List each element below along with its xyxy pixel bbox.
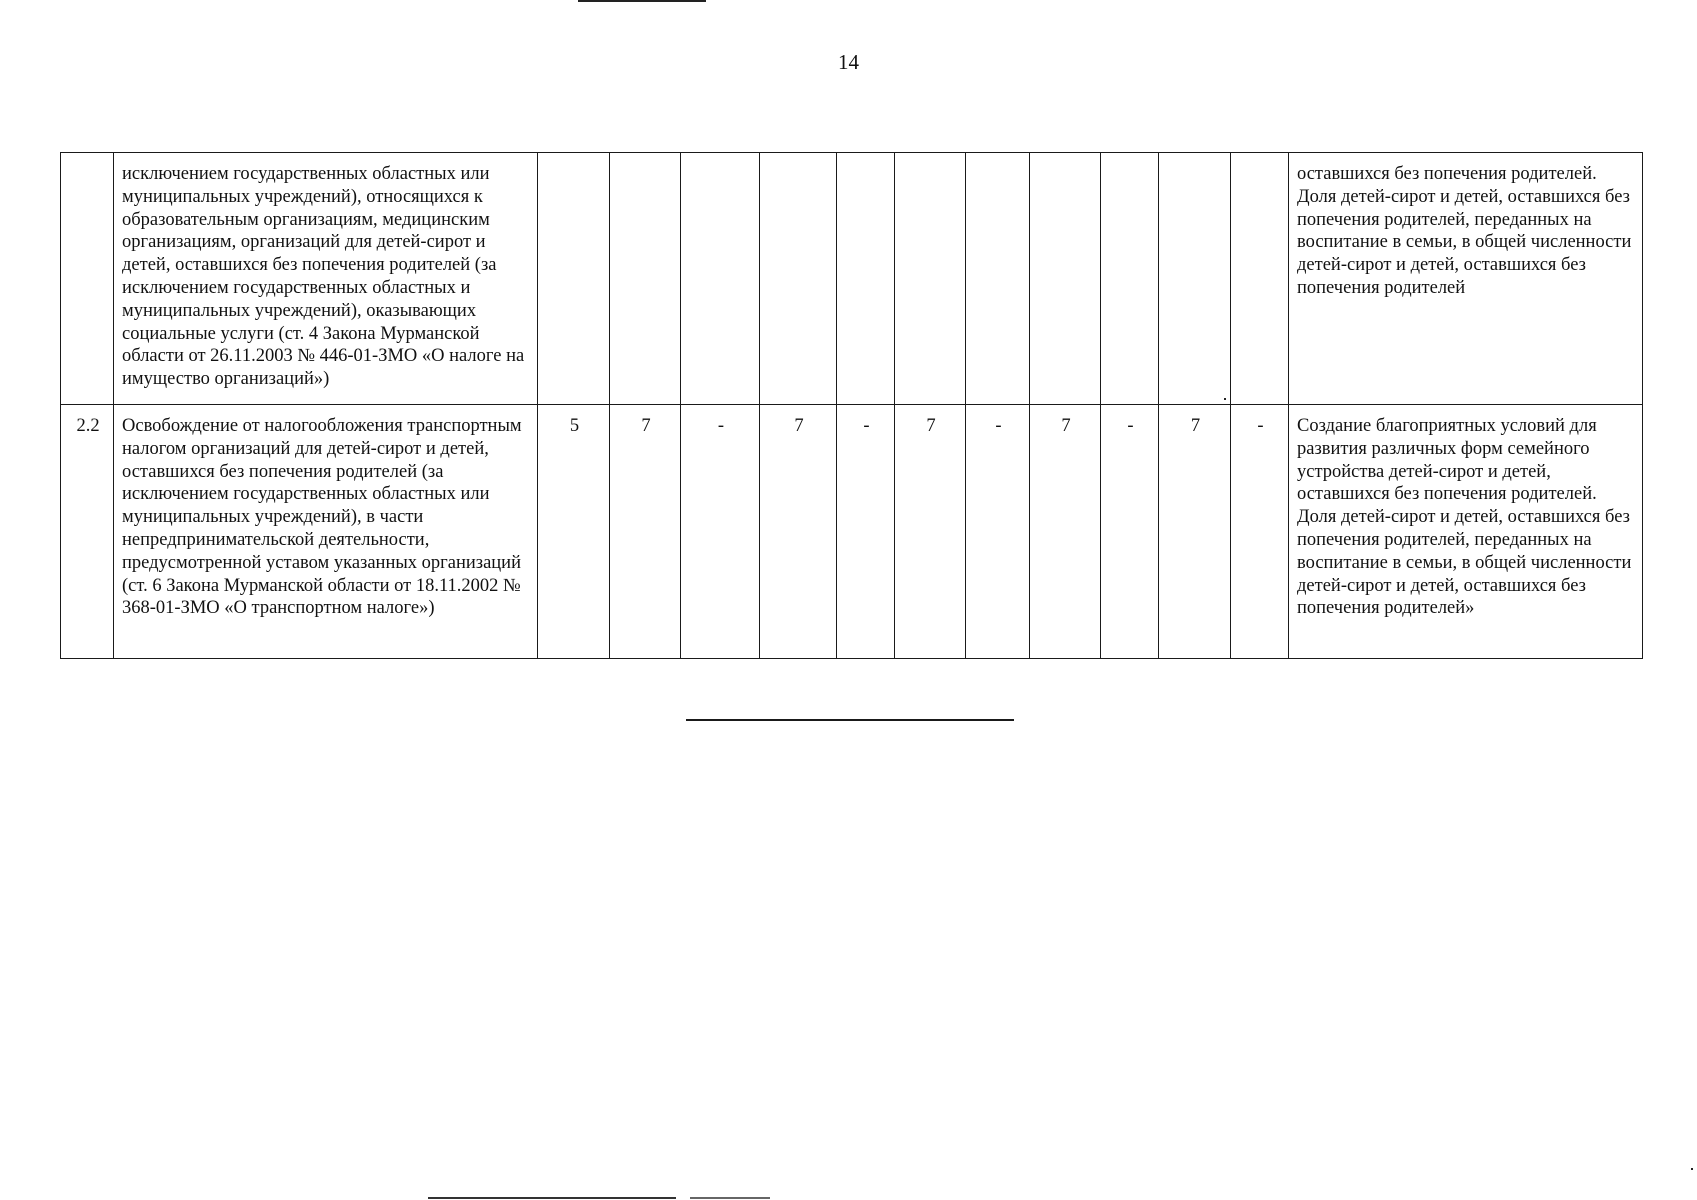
scan-speck xyxy=(1224,398,1226,400)
value-cell: 7 xyxy=(760,405,837,659)
value-cell xyxy=(1159,153,1231,405)
goal-description-cell: оставшихся без попечения родителей. Доля детей-сирот и детей, оставшихся без попечения родителей, переданных на воспитание в семьи, в общей численности детей-сирот и детей, оставшихся без попечения родителей xyxy=(1289,153,1643,405)
value-cell xyxy=(1030,153,1101,405)
table-row xyxy=(61,405,1643,659)
row-number-cell xyxy=(61,153,114,405)
measures-table xyxy=(60,152,1643,659)
value-cell xyxy=(966,153,1030,405)
end-of-table-rule xyxy=(686,719,1014,721)
value-cell xyxy=(760,153,837,405)
value-cell: - xyxy=(681,405,760,659)
measure-description-cell: исключением государственных областных или муниципальных учреждений), относящихся к образовательным организациям, медицинским организациям, организаций для детей-сирот и детей, оставшихся без попечения родителей (за исключением государственных областных и муниципальных учреждений), оказывающих социальные услуги (ст. 4 Закона Мурманской области от 26.11.2003 № 446-01-ЗМО «О налоге на имущество организаций») xyxy=(114,153,538,405)
value-cell xyxy=(610,153,681,405)
value-cell xyxy=(895,153,966,405)
value-cell: 7 xyxy=(1030,405,1101,659)
value-cell: - xyxy=(837,405,895,659)
bottom-edge-mark xyxy=(690,1197,770,1199)
bottom-edge-mark xyxy=(428,1197,676,1199)
table-row xyxy=(61,153,1643,405)
value-cell xyxy=(681,153,760,405)
value-cell xyxy=(538,153,610,405)
measure-description-cell: Освобождение от налогообложения транспортным налогом организаций для детей-сирот и детей, оставшихся без попечения родителей (за исключением государственных областных или муниципальных учреждений), в части непредпринимательской деятельности, предусмотренной уставом указанных организаций (ст. 6 Закона Мурманской области от 18.11.2002 № 368-01-ЗМО «О транспортном налоге») xyxy=(114,405,538,659)
value-cell: 5 xyxy=(538,405,610,659)
scan-speck xyxy=(1691,1168,1693,1170)
page-number: 14 xyxy=(838,50,859,74)
value-cell: - xyxy=(966,405,1030,659)
value-cell: 7 xyxy=(895,405,966,659)
value-cell: - xyxy=(1101,405,1159,659)
value-cell xyxy=(1231,153,1289,405)
value-cell: 7 xyxy=(1159,405,1231,659)
goal-description-cell: Создание благоприятных условий для развития различных форм семейного устройства детей-сирот и детей, оставшихся без попечения родителей. Доля детей-сирот и детей, оставшихся без попечения родителей, переданных на воспитание в семьи, в общей численности детей-сирот и детей, оставшихся без попечения родителей» xyxy=(1289,405,1643,659)
value-cell xyxy=(1101,153,1159,405)
row-number-cell: 2.2 xyxy=(61,405,114,659)
value-cell: 7 xyxy=(610,405,681,659)
value-cell: - xyxy=(1231,405,1289,659)
value-cell xyxy=(837,153,895,405)
top-edge-mark xyxy=(578,0,706,2)
